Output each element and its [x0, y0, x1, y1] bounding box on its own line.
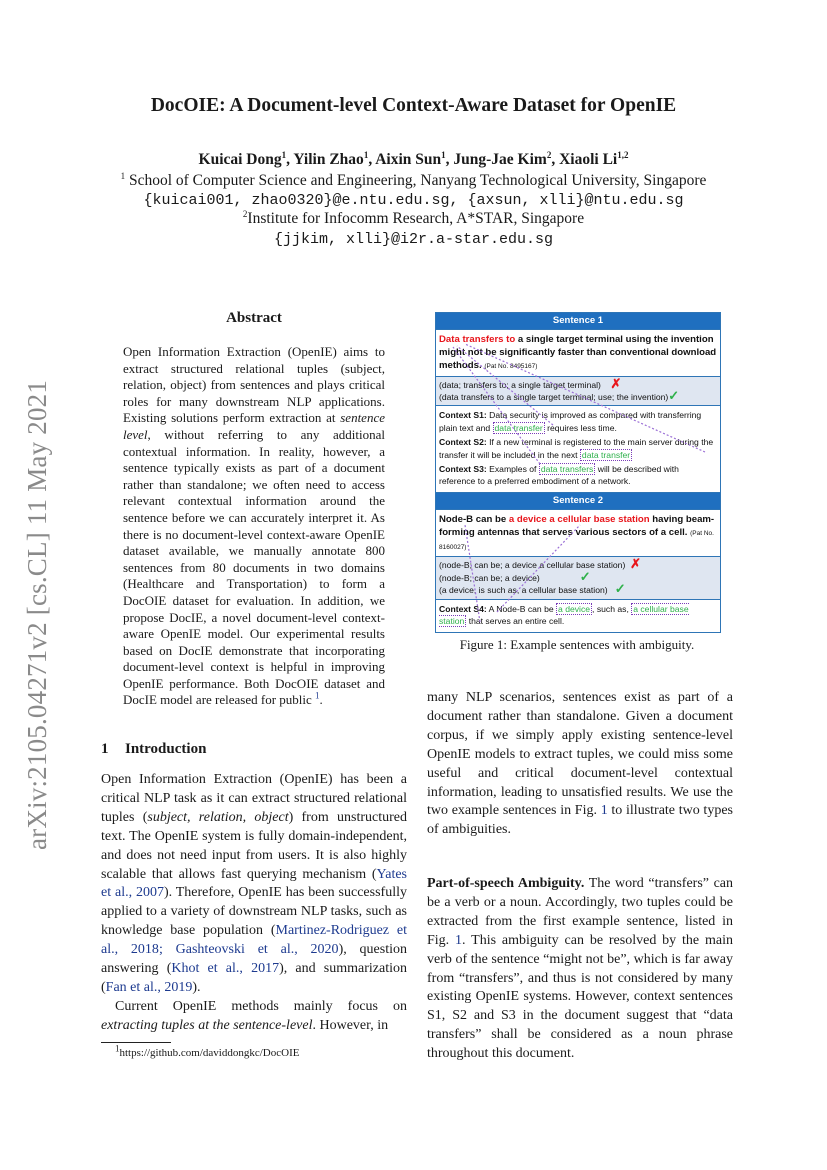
- tuple: (node-B; can be; a device a cellular base station) ✗: [439, 556, 641, 572]
- intro-column-2: [427, 689, 733, 840]
- intro-column-1: [101, 771, 407, 1036]
- affiliation-1-emails: {kuicai001, zhao0320}@e.ntu.edu.sg, {axsun, xlli}@ntu.edu.sg: [143, 192, 684, 209]
- author: Aixin Sun$^1$: [375, 149, 446, 168]
- citation-gashteovski[interactable]: Gashteovski et al., 2020: [175, 942, 339, 958]
- footnote-url[interactable]: https://github.com/daviddongkc/DocOIE: [119, 1047, 300, 1059]
- figure-1: [435, 312, 721, 633]
- citation-fan[interactable]: Fan et al., 2019: [105, 979, 193, 995]
- sentence-2-text: Node-B can be a device a cellular base station having beam-forming antennas that serves various sectors of a cell. (Pat No. 8160027): [436, 510, 720, 558]
- tuple: (data; transfers to; a single target terminal) ✗: [439, 375, 622, 391]
- sentence-1-text: Data transfers to a single target terminal using the invention might not be significantly faster than conventional download methods. (Pat No. 8495167): [436, 330, 720, 377]
- affiliation-1: $^1$ School of Computer Science and Engineering, Nanyang Technological University, Singapore: [120, 170, 707, 189]
- author: Yilin Zhao$^1$: [293, 149, 369, 168]
- footnote: $^1$https://github.com/daviddongkc/DocOIE: [115, 1043, 300, 1059]
- sentence-1-tuples: [436, 377, 720, 407]
- pos-ambiguity-paragraph: Part-of-speech Ambiguity. The word “transfers” can be a verb or a noun. Accordingly, two tuples could be extracted from the first example sentence, listed in Fig. 1. This ambiguity can be resolved by the main verb of the sentence “might not be”, which is far away from “transfers”, and thus is not considered by many existing OpenIE systems. However, context sentences S1, S2 and S3 in the document suggest that “data transfers” shall be considered as a noun phrase throughout this document.: [427, 876, 733, 1062]
- footnote-ref[interactable]: 1: [315, 691, 320, 702]
- citation-khot[interactable]: Khot et al., 2017: [171, 961, 280, 977]
- figure-caption: Figure 1: Example sentences with ambiguity.: [459, 637, 695, 652]
- author: Kuicai Dong$^1$: [198, 149, 287, 168]
- tuple: (data transfers to a single target terminal; use; the invention)✓: [439, 388, 680, 404]
- cross-icon: ✗: [630, 556, 641, 572]
- check-icon: ✓: [614, 581, 626, 597]
- paper-title: DocOIE: A Document-level Context-Aware Dataset for OpenIE: [150, 95, 677, 116]
- figure-ref[interactable]: 1: [455, 932, 463, 948]
- pos-ambiguity-heading: Part-of-speech Ambiguity.: [427, 876, 585, 891]
- author: Xiaoli Li$^{1,2}$: [559, 149, 629, 168]
- context-s1: Context S1: Data security is improved as compared with transferring plain text and data transfer requires less time.: [439, 410, 702, 433]
- arxiv-stamp: arXiv:2105.04271v2 [cs.CL] 11 May 2021: [22, 379, 52, 850]
- affiliation-2-emails: {jjkim, xlli}@i2r.a-star.edu.sg: [273, 231, 554, 248]
- footnote-rule: [101, 1042, 171, 1043]
- sentence-1-contexts: [436, 406, 720, 492]
- author-list: Kuicai Dong$^1$, Yilin Zhao$^1$, Aixin Sun$^1$, Jung-Jae Kim$^2$, Xiaoli Li$^{1,2}$: [198, 149, 629, 168]
- citation-martinez[interactable]: Martinez-Rodriguez et al., 2018: [101, 923, 407, 958]
- sentence-2-tuples: [436, 557, 720, 599]
- check-icon: ✓: [579, 568, 591, 584]
- section-heading-introduction: 1 Introduction: [101, 741, 207, 757]
- affiliation-2: $^2$Institute for Infocomm Research, A*STAR, Singapore: [242, 208, 585, 227]
- abstract-heading: Abstract: [226, 310, 282, 326]
- figure-ref[interactable]: 1: [600, 803, 608, 819]
- abstract-body: Open Information Extraction (OpenIE) aims to extract structured relational tuples (subject, relation, object) from sentences and plays critical roles for many downstream NLP applications. Existing solutions perform extraction at sentence level, without referring to any additional contextual information. In reality, however, a sentence typically exists as part of a document rather than standalone; we often need to access relevant contextual information around the sentence before we can accurately interpret it. As there is no document-level context-aware OpenIE dataset available, we manually annotate 800 sentences from 80 documents in two domains (Healthcare and Transportation) to form a DocOIE dataset for evaluation. In addition, we propose DocIE, a novel document-level context-aware OpenIE model. Our experimental results based on DocIE demonstrate that incorporating document-level context is helpful in improving OpenIE performance. Both DocOIE dataset and DocIE model are released for public $^1$.: [123, 344, 385, 708]
- citation-yates[interactable]: Yates et al., 2007: [101, 866, 407, 901]
- intro-paragraph-3: many NLP scenarios, sentences exist as part of a document rather than standalone. Given a document corpus, if we simply apply existing sentence-level OpenIE models to extract tuples, we could miss some useful and critical document-level contextual information, leading to unsatisfied results. We use the two example sentences in Fig. 1 to illustrate two types of ambiguities.: [427, 690, 733, 838]
- tuple: (node-B; can be; a device) ✓: [439, 568, 591, 584]
- check-icon: ✓: [668, 388, 680, 404]
- sentence-2-context: [436, 600, 720, 632]
- context-s4: Context S4: A Node-B can be a device , such as, a cellular base station that serves an entire cell.: [439, 603, 689, 627]
- sentence-1-header: Sentence 1: [436, 313, 720, 330]
- author: Jung-Jae Kim$^2$: [453, 149, 552, 168]
- context-s3: Context S3: Examples of data transfers will be described with reference to a preferred embodiment of a network.: [439, 464, 679, 487]
- intro-paragraph-1: Open Information Extraction (OpenIE) has been a critical NLP task as it can extract structured relational tuples (subject, relation, object) from unstructured text. The OpenIE system is fully domain-independent, and does not need input from users. It is also highly scalable that allows fast querying mechanism (Yates et al., 2007). Therefore, OpenIE has been successfully applied to a variety of downstream NLP tasks, such as knowledge base population (Martinez-Rodriguez et al., 2018; Gashteovski et al., 2020), question answering (Khot et al., 2017), and summarization (Fan et al., 2019).: [101, 772, 408, 995]
- intro-paragraph-2: Current OpenIE methods mainly focus on extracting tuples at the sentence-level. However, in: [101, 998, 407, 1033]
- context-s2: Context S2: If a new terminal is registered to the main server during the transfer it will be included in the next data transfer: [439, 437, 714, 460]
- cross-icon: ✗: [610, 375, 622, 391]
- sentence-2-header: Sentence 2: [436, 493, 720, 510]
- tuple: (a device, is such as, a cellular base station) ✓: [439, 581, 626, 597]
